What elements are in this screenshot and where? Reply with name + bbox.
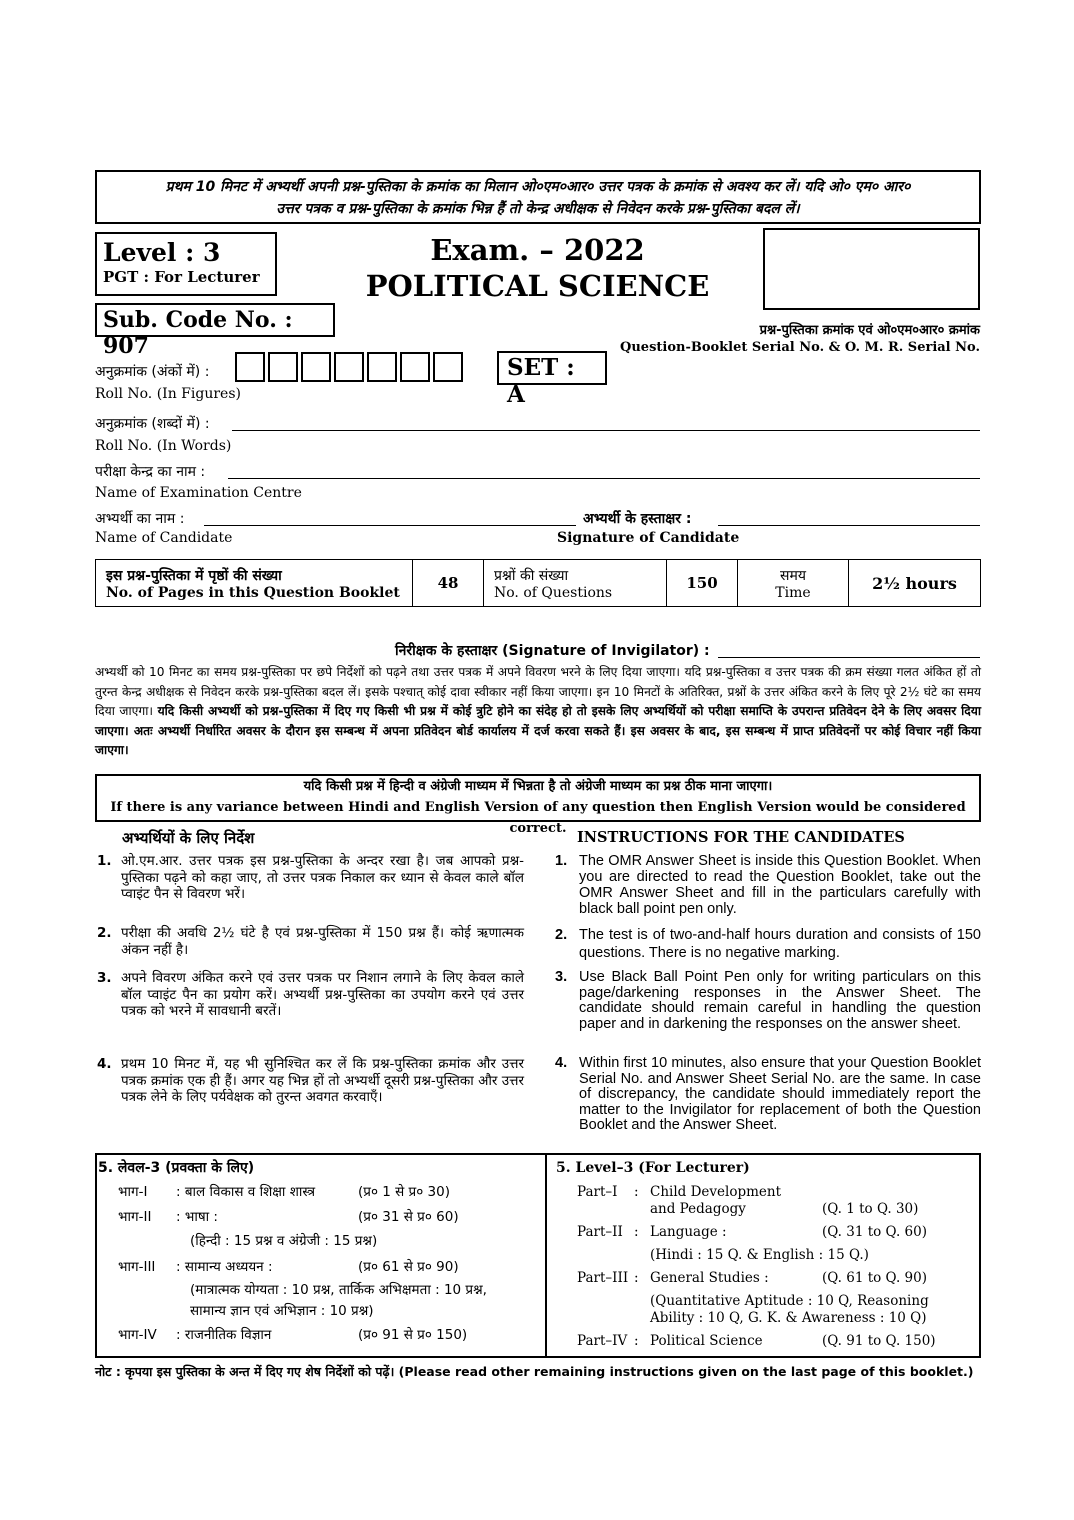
time-label-cell	[738, 560, 849, 607]
instruction-number: 1.	[555, 853, 568, 869]
time-label-english: Time	[775, 584, 811, 601]
questions-label-hindi: प्रश्नों की संख्या	[494, 567, 569, 584]
exam-subject: POLITICAL SCIENCE	[365, 269, 710, 303]
section5-en-p2-label: Part–II	[577, 1224, 623, 1240]
section5-hi-p2-name: : भाषा :	[176, 1209, 218, 1225]
section5-hi-p2-label: भाग-II	[118, 1209, 152, 1225]
section5-en-p1-name2: and Pedagogy	[650, 1201, 746, 1217]
roll-digit-box[interactable]	[433, 352, 463, 382]
section5-hi-p1-name: : बाल विकास व शिक्षा शास्त्र	[176, 1184, 316, 1200]
roll-digit-box[interactable]	[235, 352, 265, 382]
top-notice-line2: उत्तर पत्रक व प्रश्न-पुस्तिका के क्रमांक भिन्न हैं तो केन्द्र अधीक्षक से निवेदन करके प्रश्न-पुस्तिका बदल लें।	[276, 201, 800, 217]
section5-hi-p3-range: (प्र० 61 से प्र० 90)	[358, 1259, 459, 1275]
section5-hi-p3-note2: सामान्य ज्ञान एवं अभिज्ञान : 10 प्रश्न)	[190, 1303, 374, 1319]
exam-year: Exam. – 2022	[430, 233, 645, 267]
candidate-label-hindi: अभ्यर्थी का नाम :	[95, 511, 185, 527]
section5-hi-p1-range: (प्र० 1 से प्र० 30)	[358, 1184, 450, 1200]
roll-digit-box[interactable]	[400, 352, 430, 382]
section5-hi-p2-range: (प्र० 31 से प्र० 60)	[358, 1209, 459, 1225]
section5-hi-p2-note: (हिन्दी : 15 प्रश्न व अंग्रेजी : 15 प्रश्न)	[190, 1233, 378, 1249]
instruction-english-3	[555, 970, 981, 1032]
section5-hi-p4-range: (प्र० 91 से प्र० 150)	[358, 1327, 468, 1343]
section5-en-p3-note1: (Quantitative Aptitude : 10 Q, Reasoning	[650, 1293, 929, 1309]
candidate-label-english: Name of Candidate	[95, 530, 233, 546]
instruction-hindi-3	[97, 970, 524, 1020]
time-value: 2½ hours	[849, 560, 981, 607]
instructions-heading-hindi: अभ्यर्थियों के लिए निर्देश	[122, 829, 255, 847]
hindi-instruction-paragraph	[95, 663, 981, 761]
exam-title	[360, 232, 715, 304]
instruction-hindi-2	[97, 925, 524, 958]
roll-words-label-hindi: अनुक्रमांक (शब्दों में) :	[95, 416, 210, 432]
invigilator-label: निरीक्षक के हस्ताक्षर (Signature of Invigilator) :	[395, 643, 710, 659]
signature-label-hindi: अभ्यर्थी के हस्ताक्षर :	[583, 511, 692, 527]
hindi-paragraph-part2: यदि किसी अभ्यर्थी को प्रश्न-पुस्तिका में दिए गए किसी भी प्रश्न में कोई त्रुटि होने का संदेह हो तो इसके लिए अभ्यर्थियों को परीक्षा समाप्ति के उपरान्त प्रतिवेदन देने के लिए अवसर दिया जाएगा। अतः अभ्यर्थी निर्धारित अवसर के दौरान इस सम्बन्ध में अपना प्रतिवेदन बोर्ड कार्यालय में दर्ज करवा सकते हैं। इस अवसर के बाद, इस सम्बन्ध में प्राप्त प्रतिवेदनों पर कोई विचार नहीं किया जाएगा।	[95, 704, 981, 758]
signature-label-english: Signature of Candidate	[557, 530, 740, 546]
top-notice-line1: प्रथम 10 मिनट में अभ्यर्थी अपनी प्रश्न-पुस्तिका के क्रमांक का मिलान ओ०एम०आर० उत्तर पत्रक के क्रमांक से अवश्य कर लें। यदि ओ० एम० आर०	[165, 179, 911, 195]
variance-english: If there is any variance between Hindi and English Version of any question then English Version would be considered correct.	[110, 800, 966, 836]
instructions-heading-english: INSTRUCTIONS FOR THE CANDIDATES	[577, 829, 905, 846]
section5-hi-p3-note1: (मात्रात्मक योग्यता : 10 प्रश्न, तार्किक अभिक्षमता : 10 प्रश्न,	[190, 1282, 487, 1298]
section5-en-p3-label: Part–III	[577, 1270, 629, 1286]
section5-heading-english: 5. Level–3 (For Lecturer)	[556, 1160, 750, 1176]
section5-en-p1-colon: :	[634, 1184, 639, 1200]
instruction-hindi-1	[97, 853, 524, 903]
section5-en-p2-colon: :	[634, 1224, 639, 1240]
level-box	[95, 232, 277, 296]
pages-label-cell	[96, 560, 413, 607]
section5-en-p2-range: (Q. 31 to Q. 60)	[822, 1224, 927, 1240]
variance-hindi: यदि किसी प्रश्न में हिन्दी व अंग्रेजी माध्यम में भिन्नता है तो अंग्रेजी माध्यम का प्रश्न ठीक माना जाएगा।	[303, 779, 773, 794]
pages-label-hindi: इस प्रश्न-पुस्तिका में पृष्ठों की संख्या	[106, 567, 282, 584]
roll-digit-box[interactable]	[334, 352, 364, 382]
section5-hi-p1-label: भाग-I	[118, 1184, 148, 1200]
section5-en-p3-colon: :	[634, 1270, 639, 1286]
instruction-number: 4.	[555, 1055, 568, 1071]
section5-en-p4-name: Political Science	[650, 1333, 763, 1349]
section5-hi-p3-label: भाग-III	[118, 1259, 156, 1275]
pages-value: 48	[413, 560, 484, 607]
instruction-hindi-4	[97, 1056, 524, 1106]
section5-en-p3-range: (Q. 61 to Q. 90)	[822, 1270, 927, 1286]
roll-words-label-english: Roll No. (In Words)	[95, 438, 232, 454]
instruction-text: परीक्षा की अवधि 2½ घंटे है एवं प्रश्न-पुस्तिका में 150 प्रश्न हैं। कोई ऋणात्मक अंकन नहीं है।	[121, 925, 524, 958]
level3-divider	[545, 1153, 547, 1358]
booklet-info-table	[95, 559, 981, 607]
instruction-number: 2.	[555, 927, 568, 943]
candidate-name-line[interactable]	[204, 525, 576, 526]
serial-label-english: Question-Booklet Serial No. & O. M. R. Serial No.	[620, 340, 980, 355]
instruction-english-4	[555, 1056, 981, 1134]
level-title: Level : 3	[103, 238, 221, 267]
level-subtitle: PGT : For Lecturer	[103, 268, 260, 286]
roll-figures-label-english: Roll No. (In Figures)	[95, 386, 241, 402]
invigilator-signature-line[interactable]	[718, 657, 980, 658]
roll-digit-box[interactable]	[367, 352, 397, 382]
centre-line[interactable]	[228, 478, 980, 479]
roll-figures-label-hindi: अनुक्रमांक (अंकों में) :	[95, 364, 210, 380]
instruction-number: 4.	[97, 1056, 112, 1072]
section5-en-p1-label: Part–I	[577, 1184, 618, 1200]
centre-label-hindi: परीक्षा केन्द्र का नाम :	[95, 464, 206, 480]
instruction-english-1	[555, 853, 981, 917]
instruction-number: 3.	[97, 970, 112, 986]
instruction-number: 2.	[97, 925, 112, 941]
serial-number-box	[763, 228, 980, 310]
instruction-text: ओ.एम.आर. उत्तर पत्रक इस प्रश्न-पुस्तिका के अन्दर रखा है। जब आपको प्रश्न-पुस्तिका पढ़ने को कहा जाए, तो उत्तर पत्रक निकाल कर ध्यान से केवल काले बॉल प्वाइंट पैन से विवरण भरें।	[121, 853, 524, 902]
section5-hi-p3-name: : सामान्य अध्ययन :	[176, 1259, 273, 1275]
section5-en-p4-colon: :	[634, 1333, 639, 1349]
section5-en-p2-note: (Hindi : 15 Q. & English : 15 Q.)	[650, 1247, 869, 1263]
section5-hi-p4-name: : राजनीतिक विज्ञान	[176, 1327, 272, 1343]
centre-label-english: Name of Examination Centre	[95, 485, 302, 501]
set-label: SET : A	[497, 351, 607, 385]
roll-digit-box[interactable]	[301, 352, 331, 382]
time-label-hindi: समय	[780, 567, 806, 584]
section5-en-p4-range: (Q. 91 to Q. 150)	[822, 1333, 936, 1349]
instruction-english-2	[555, 926, 981, 962]
instruction-text: Use Black Ball Point Pen only for writing particulars on this page/darkening responses in the Answer Sheet. The candidate should remain careful in handling the question paper and in darkening the responses on the answer sheet.	[579, 969, 981, 1032]
questions-value: 150	[667, 560, 738, 607]
instruction-text: प्रथम 10 मिनट में, यह भी सुनिश्चित कर लें कि प्रश्न-पुस्तिका क्रमांक और उत्तर पत्रक क्रमांक एक ही हैं। अगर यह भिन्न हों तो अभ्यर्थी दूसरी प्रश्न-पुस्तिका और उत्तर पत्रक लेने के लिए पर्यवेक्षक को तुरन्त अवगत करवाएँ।	[121, 1056, 524, 1105]
section5-en-p1-range: (Q. 1 to Q. 30)	[822, 1201, 919, 1217]
section5-en-p1-name1: Child Development	[650, 1184, 782, 1200]
roll-digit-box[interactable]	[268, 352, 298, 382]
section5-en-p3-note2: Ability : 10 Q, G. K. & Awareness : 10 Q)	[650, 1310, 927, 1326]
variance-notice-box	[95, 774, 981, 836]
instruction-text: अपने विवरण अंकित करने एवं उत्तर पत्रक पर निशान लगाने के लिए केवल काले बॉल प्वाइंट पैन का प्रयोग करें। अभ्यर्थी प्रश्न-पुस्तिका का उपयोग करने एवं उत्तर पत्रक को भरने में सावधानी बरतें।	[121, 970, 524, 1019]
questions-label-english: No. of Questions	[494, 584, 613, 601]
questions-label-cell	[484, 560, 667, 607]
section5-en-p3-name: General Studies :	[650, 1270, 769, 1286]
sub-code-box: Sub. Code No. : 907	[95, 303, 335, 337]
section5-en-p4-label: Part–IV	[577, 1333, 628, 1349]
top-notice-box	[95, 170, 981, 224]
instruction-number: 3.	[555, 969, 568, 985]
pages-label-english: No. of Pages in this Question Booklet	[106, 584, 400, 601]
section5-en-p2-name: Language :	[650, 1224, 727, 1240]
section5-hi-p4-label: भाग-IV	[118, 1327, 157, 1343]
serial-label-hindi: प्रश्न-पुस्तिका क्रमांक एवं ओ०एम०आर० क्रमांक	[759, 323, 980, 338]
instruction-number: 1.	[97, 853, 112, 869]
hindi-paragraph-part1: अभ्यर्थी को 10 मिनट का समय प्रश्न-पुस्तिका पर छपे निर्देशों को पढ़ने तथा उत्तर पत्रक में अपने विवरण भरने के लिए दिया जाएगा। यदि प्रश्न-पुस्तिका व उत्तर पत्रक की क्रम संख्या गलत अंकित हों तो तुरन्त केन्द्र अधीक्षक से निवेदन करके प्रश्न-पुस्तिका बदल लें। इसके पश्चात् कोई दावा स्वीकार नहीं किया जाएगा। इन 10 मिनटों के अतिरिक्त, प्रश्नों के उत्तर अंकित करने के लिए पूरे 2½ घंटे का समय दिया जाएगा।	[95, 665, 981, 719]
instruction-text: Within first 10 minutes, also ensure that your Question Booklet Serial No. and Answer Sheet Serial No. are the same. In case of discrepancy, the candidate should immediately report the matter to the Invigilator for replacement of both the Question Booklet and the Answer Sheet.	[579, 1055, 981, 1134]
section5-heading-hindi: 5. लेवल-3 (प्रवक्ता के लिए)	[98, 1160, 255, 1176]
instruction-text: The test is of two-and-half hours duration and consists of 150 questions. There is no negative marking.	[579, 927, 981, 961]
instruction-text: The OMR Answer Sheet is inside this Question Booklet. When you are directed to read the Question Booklet, take out the OMR Answer Sheet and fill in the particulars carefully with black ball point pen only.	[579, 853, 981, 917]
footer-note: नोट : कृपया इस पुस्तिका के अन्त में दिए गए शेष निर्देशों को पढ़ें। (Please read other remaining instructions given on the last page of this booklet.)	[95, 1364, 974, 1379]
roll-words-line[interactable]	[232, 430, 980, 431]
signature-line[interactable]	[718, 525, 980, 526]
